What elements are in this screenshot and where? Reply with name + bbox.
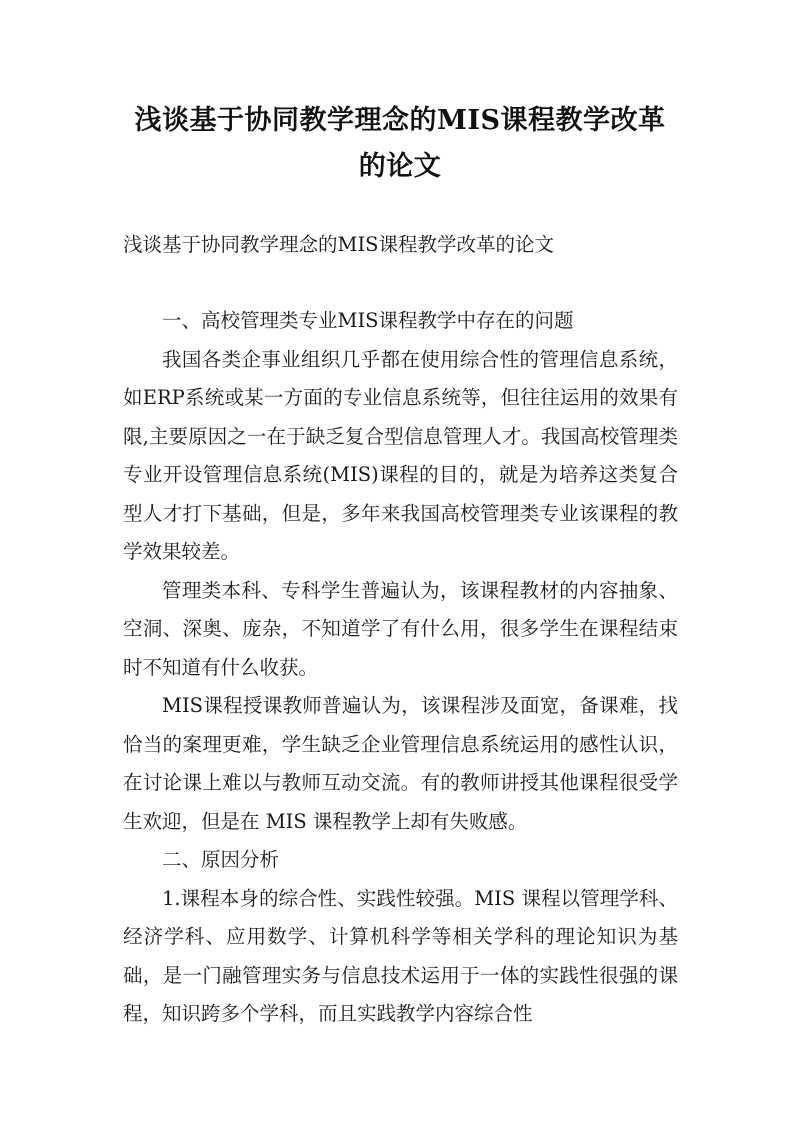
- paragraph-2: 管理类本科、专科学生普遍认为，该课程教材的内容抽象、空洞、深奥、庞杂，不知道学了有什么用，很多学生在课程结束时不知道有什么收获。: [123, 578, 678, 679]
- document-title: [100, 98, 700, 190]
- section-heading-2: 二、原因分析: [162, 848, 280, 871]
- section-heading-1: 一、高校管理类专业MIS课程教学中存在的问题: [162, 309, 574, 332]
- document-body: [123, 302, 678, 1034]
- document-subtitle: 浅谈基于协同教学理念的MIS课程教学改革的论文: [123, 233, 555, 256]
- paragraph-4: 1.课程本身的综合性、实践性较强。MIS 课程以管理学科、经济学科、应用数学、计算机科学等相关学科的理论知识为基础，是一门融管理实务与信息技术运用于一体的实践性很强的课程，知识跨多个学科，而且实践教学内容综合性: [123, 886, 678, 1025]
- title-line-1: 浅谈基于协同教学理念的MIS课程教学改革: [134, 105, 666, 136]
- paragraph-1: 我国各类企事业组织几乎都在使用综合性的管理信息系统，如ERP系统或某一方面的专业信息系统等，但往往运用的效果有限,主要原因之一在于缺乏复合型信息管理人才。我国高校管理类专业开设管理信息系统(MIS)课程的目的，就是为培养这类复合型人才打下基础，但是，多年来我国高校管理类专业该课程的教学效果较差。: [123, 347, 678, 563]
- paragraph-3: MIS课程授课教师普遍认为，该课程涉及面宽，备课难，找恰当的案理更难，学生缺乏企业管理信息系统运用的感性认识，在讨论课上难以与教师互动交流。有的教师讲授其他课程很受学生欢迎，但是在 MIS 课程教学上却有失败感。: [123, 694, 678, 833]
- title-line-2: 的论文: [358, 151, 442, 182]
